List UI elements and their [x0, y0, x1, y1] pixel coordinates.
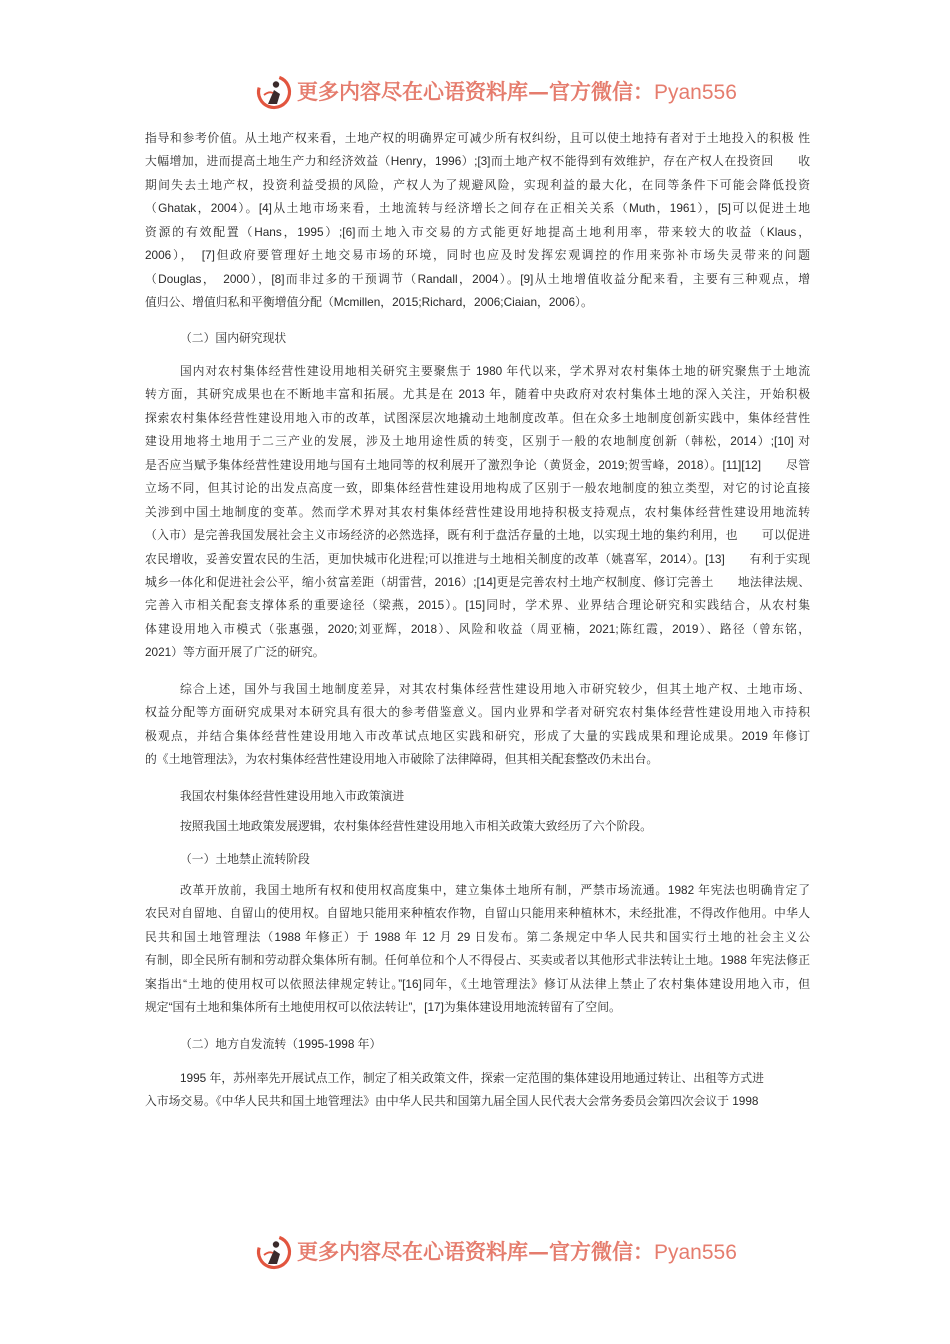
stage1-paragraph	[145, 879, 810, 1020]
paragraph-line: 2006）， [7]但政府要管理好土地交易市场的环境，同时也应及时发挥宏观调控的作用来弥补市场失灵带来的问题	[145, 248, 810, 263]
paragraph-line: 综合上述，国外与我国土地制度差异，对其农村集体经营性建设用地入市研究较少，但其土地产权、土地市场、	[180, 682, 810, 696]
paragraph-line: 期间失去土地产权，投资利益受损的风险，产权人为了规避风险，实现利益的最大化，在同等条件下可能会降低投资	[145, 177, 810, 192]
section-heading-policy: 我国农村集体经营性建设用地入市政策演进	[180, 789, 405, 803]
section-heading-stage1: （一）土地禁止流转阶段	[180, 852, 310, 866]
paragraph-line: （入市）是完善我国发展社会主义市场经济的必然选择，既有利于盘活存量的土地，以实现土地的集约利用，也 可以促进	[145, 528, 810, 543]
paragraph-line: 极观点，并结合集体经营性建设用地入市改革试点地区实践和研究，形成了大量的实践成果和理论成果。2019 年修订	[145, 728, 810, 743]
paragraph-line: 2021）等方面开展了广泛的研究。	[145, 645, 325, 660]
domestic-paragraph	[145, 360, 810, 665]
watermark-text	[297, 78, 737, 106]
paragraph-line: 的《土地管理法》，为农村集体经营性建设用地入市破除了法律障碍，但其相关配套整改仍未出台。	[145, 752, 659, 767]
logo-icon	[255, 73, 293, 111]
paragraph-line: （Douglas， 2000），[8]而非过多的干预调节（Randall，2004）。[9]从土地增值收益分配来看，主要有三种观点，增	[145, 271, 810, 286]
watermark-text	[297, 1238, 737, 1266]
paragraph-line: 规定“国有土地和集体所有土地使用权可以依法转让”，[17]为集体建设用地流转留有了空间。	[145, 1000, 621, 1015]
paragraph-line: 大幅增加，进而提高土地生产力和经济效益（Henry，1996）;[3]而土地产权不能得到有效维护，存在产权人在投资回 收	[145, 154, 810, 169]
watermark-wechat-id: Pyan556	[654, 1241, 737, 1264]
watermark-banner-bottom	[255, 1233, 775, 1273]
paragraph-line: 改革开放前，我国土地所有权和使用权高度集中，建立集体土地所有制，严禁市场流通。1982 年宪法也明确肯定了	[180, 883, 810, 897]
paragraph-line: 关涉到中国土地制度的变革。然而学术界对其农村集体经营性建设用地持积极支持观点，农村集体经营性建设用地流转	[145, 504, 810, 519]
paragraph-line: 有制，即全民所有制和劳动群众集体所有制。任何单位和个人不得侵占、买卖或者以其他形式非法转让土地。1988 年宪法修正	[145, 953, 810, 968]
watermark-wechat-id: Pyan556	[654, 81, 737, 104]
paragraph-line: 国内对农村集体经营性建设用地相关研究主要聚焦于 1980 年代以来，学术界对农村集体土地的研究聚焦于土地流	[180, 364, 810, 378]
paragraph-line: 城乡一体化和促进社会公平，缩小贫富差距（胡雷营，2016）;[14]更是完善农村土地产权制度、修订完善土 地法律法规、	[145, 574, 810, 589]
paragraph-line: 资源的有效配置（Hans，1995）;[6]而土地入市交易的方式能更好地提高土地利用率，带来较大的收益（Klaus，	[145, 224, 810, 239]
paragraph-line: 民共和国土地管理法（1988 年修正）于 1988 年 12 月 29 日发布。第二条规定中华人民共和国实行土地的社会主义公	[145, 929, 810, 944]
paragraph-line: 1995 年，苏州率先开展试点工作，制定了相关政策文件，探索一定范围的集体建设用地通过转让、出租等方式进	[180, 1071, 764, 1085]
paragraph-line: 完善入市相关配套支撑体系的重要途径（梁燕，2015）。[15]同时，学术界、业界结合理论研究和实践结合，从农村集	[145, 598, 810, 613]
paragraph-line: 农民对自留地、自留山的使用权。自留地只能用来种植农作物，自留山只能用来种植林木，未经批准，不得改作他用。中华人	[145, 906, 810, 921]
paragraph-line: 权益分配等方面研究成果对本研究具有很大的参考借鉴意义。国内业界和学者对研究农村集体经营性建设用地入市持积	[145, 705, 810, 720]
section-heading-domestic: （二）国内研究现状	[180, 331, 287, 345]
paragraph-line: 入市场交易。《中华人民共和国土地管理法》由中华人民共和国第九届全国人民代表大会常务委员会第四次会议于 1998	[145, 1094, 759, 1109]
intro-paragraph	[145, 127, 810, 315]
paragraph-line: 建设用地将土地用于二三产业的发展，涉及土地用途性质的转变，区别于一般的农地制度创新（韩松，2014）;[10] 对	[145, 434, 810, 449]
section-heading-stage2: （二）地方自发流转（1995-1998 年）	[180, 1037, 382, 1051]
paragraph-line: 值归公、增值归私和平衡增值分配（Mcmillen，2015;Richard，2006;Ciaian，2006）。	[145, 295, 593, 310]
paragraph-line: 体建设用地入市模式（张惠强，2020;刘亚辉，2018）、风险和收益（周亚楠，2021;陈红霞，2019）、路径（曾东铭，	[145, 621, 810, 636]
watermark-banner-top	[255, 73, 775, 113]
paragraph-line: 农民增收，妥善安置农民的生活，更加快城市化进程;可以推进与土地相关制度的改革（姚喜军，2014）。[13] 有利于实现	[145, 551, 810, 566]
paragraph-line: 探索农村集体经营性建设用地入市的改革，试图深层次地撬动土地制度改革。但在众多土地制度创新实践中，集体经营性	[145, 410, 810, 425]
paragraph-line: 案指出“土地的使用权可以依照法律规定转让。”[16]同年，《土地管理法》修订从法律上禁止了农村集体建设用地入市，但	[145, 976, 810, 991]
paragraph-line: 是否应当赋予集体经营性建设用地与国有土地同等的权利展开了激烈争论（黄贤金，2019;贺雪峰，2018）。[11][12] 尽管	[145, 457, 810, 472]
paragraph-line: 立场不同，但其讨论的出发点高度一致，即集体经营性建设用地构成了区别于一般农地制度的独立类型，对它的讨论直接	[145, 481, 810, 496]
paragraph-line: 转方面，其研究成果也在不断地丰富和拓展。尤其是在 2013 年，随着中央政府对农村集体土地的深入关注，开始积极	[145, 387, 810, 402]
watermark-slogan: 更多内容尽在心语资料库—官方微信：	[297, 79, 654, 104]
stage2-paragraph	[145, 1067, 810, 1114]
policy-intro-text: 按照我国土地政策发展逻辑，农村集体经营性建设用地入市相关政策大致经历了六个阶段。	[180, 819, 652, 833]
summary-paragraph	[145, 678, 810, 772]
watermark-slogan: 更多内容尽在心语资料库—官方微信：	[297, 1239, 654, 1264]
paragraph-line: （Ghatak，2004）。[4]从土地市场来看，土地流转与经济增长之间存在正相关关系（Muth，1961），[5]可以促进土地	[145, 201, 810, 216]
logo-icon	[255, 1233, 293, 1271]
paragraph-line: 指导和参考价值。从土地产权来看，土地产权的明确界定可减少所有权纠纷，且可以使土地持有者对于土地投入的积极 性	[145, 131, 810, 145]
